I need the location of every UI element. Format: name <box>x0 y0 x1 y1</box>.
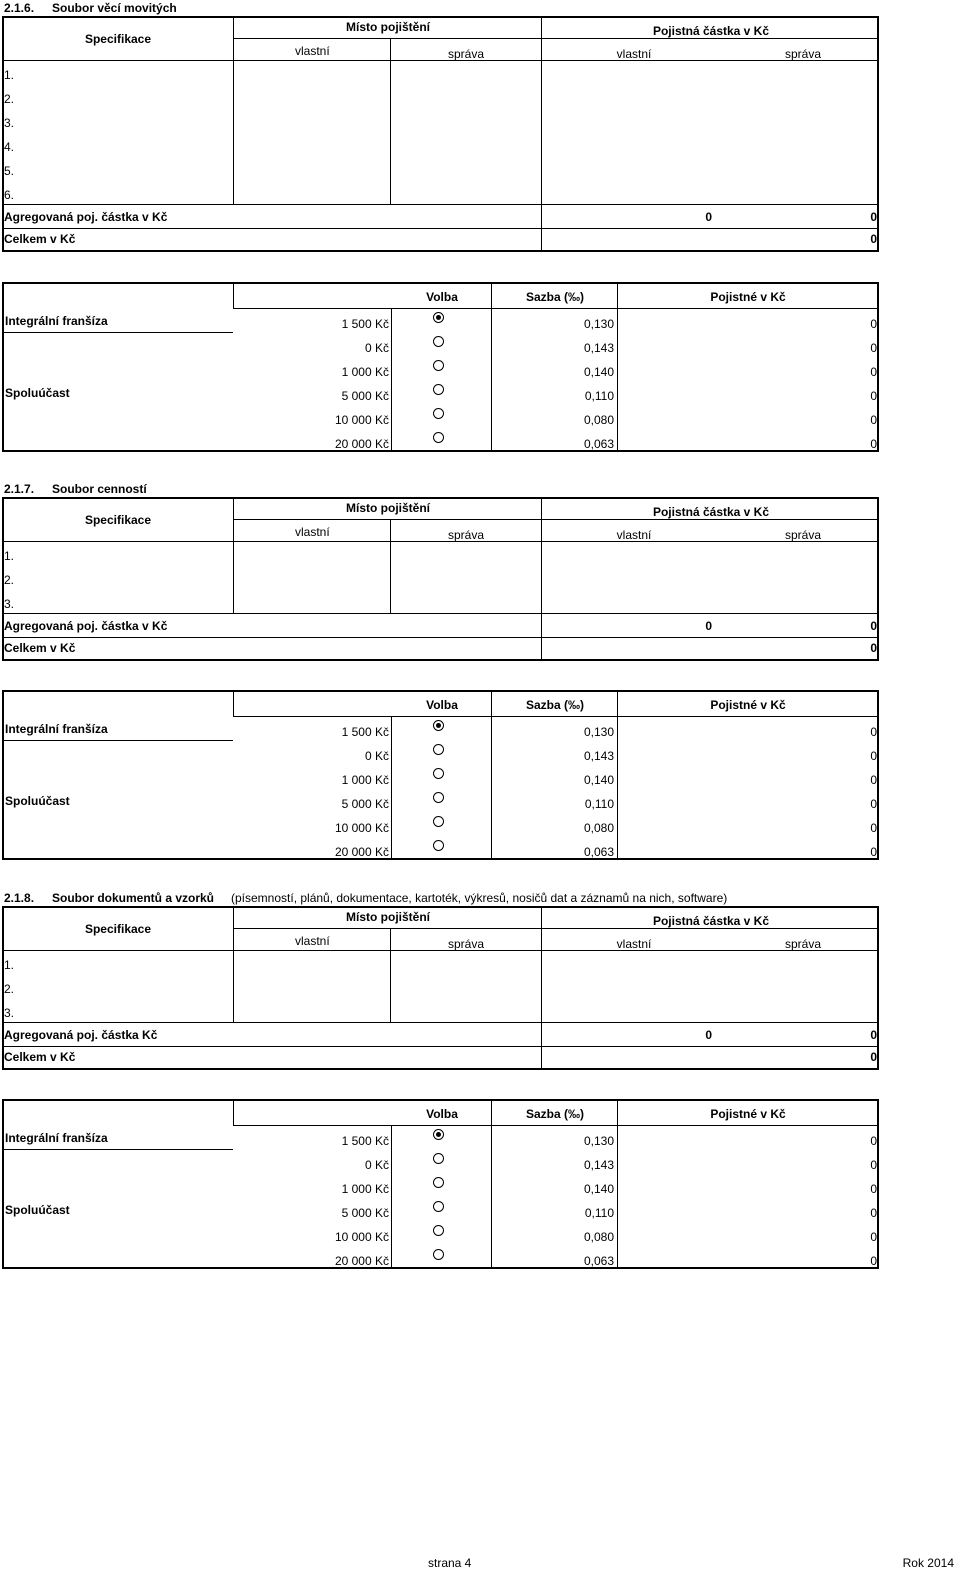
franchise-rate: 0,063 <box>583 845 614 859</box>
franchise-premium: 0 <box>870 1254 877 1268</box>
franchise-premium: 0 <box>870 437 877 451</box>
rule-line <box>233 308 879 309</box>
spec-row-number: 2. <box>4 573 15 587</box>
aggregated-sum-label: Agregovaná poj. částka Kč <box>4 1028 158 1042</box>
rule-line <box>391 308 392 452</box>
rule-line <box>233 1099 234 1125</box>
rule-line <box>233 519 879 520</box>
rule-line <box>2 1046 879 1047</box>
sprava-header: správa <box>784 528 822 542</box>
aggregated-own-value: 0 <box>705 210 712 224</box>
franchise-rate: 0,143 <box>583 341 614 355</box>
spec-row-number: 3. <box>4 116 15 130</box>
rule-line <box>541 497 542 613</box>
pojistne-header: Pojistné v Kč <box>710 698 786 712</box>
spoluucast-label: Spoluúčast <box>5 386 70 400</box>
aggregated-sum-label: Agregovaná poj. částka v Kč <box>4 210 168 224</box>
rule-line <box>2 204 879 205</box>
rule-line <box>2 1022 879 1023</box>
franchise-premium: 0 <box>870 1182 877 1196</box>
franchise-amount: 10 000 Kč <box>334 821 389 835</box>
franchise-amount: 1 500 Kč <box>341 725 389 739</box>
section-number: 2.1.6. <box>4 1 35 15</box>
rule-line <box>233 690 234 716</box>
spoluucast-label: Spoluúčast <box>5 1203 70 1217</box>
aggregated-sum-label: Agregovaná poj. částka v Kč <box>4 619 168 633</box>
franchise-premium: 0 <box>870 389 877 403</box>
vlastni-header: vlastní <box>295 44 330 58</box>
franchise-rate: 0,080 <box>583 1230 614 1244</box>
total-value: 0 <box>870 232 877 246</box>
franchise-amount: 20 000 Kč <box>334 1254 389 1268</box>
franchise-amount: 0 Kč <box>364 749 389 763</box>
franchise-amount: 5 000 Kč <box>341 1206 389 1220</box>
total-label: Celkem v Kč <box>4 641 76 655</box>
volba-header: Volba <box>426 698 458 712</box>
vlastni-header: vlastní <box>616 47 652 61</box>
volba-header: Volba <box>426 1107 458 1121</box>
vlastni-header: vlastní <box>616 937 652 951</box>
section-title: Soubor dokumentů a vzorků <box>52 891 215 905</box>
spec-row-number: 2. <box>4 92 15 106</box>
aggregated-own-value: 0 <box>705 1028 712 1042</box>
aggregated-managed-value: 0 <box>870 619 877 633</box>
franchise-amount: 0 Kč <box>364 341 389 355</box>
rule-line <box>2 228 879 229</box>
aggregated-own-value: 0 <box>705 619 712 633</box>
rule-line <box>390 38 391 204</box>
franchise-rate: 0,080 <box>583 413 614 427</box>
franchise-rate: 0,063 <box>583 1254 614 1268</box>
franchise-amount: 5 000 Kč <box>341 389 389 403</box>
rule-line <box>2 332 233 333</box>
vlastni-header: vlastní <box>295 934 330 948</box>
page-number: strana 4 <box>428 1556 472 1570</box>
spec-row-number: 6. <box>4 188 15 202</box>
rule-line <box>391 716 392 860</box>
aggregated-managed-value: 0 <box>870 1028 877 1042</box>
pojistna-castka-header: Pojistná částka v Kč <box>652 914 770 928</box>
misto-pojisteni-header: Místo pojištění <box>346 910 430 924</box>
franchise-premium: 0 <box>870 365 877 379</box>
footer-year: Rok 2014 <box>902 1556 954 1570</box>
section-number: 2.1.7. <box>4 482 35 496</box>
section-subtitle: (písemností, plánů, dokumentace, kartoték, výkresů, nosičů dat a záznamů na nich, software) <box>231 891 728 905</box>
franchise-amount: 1 000 Kč <box>341 365 389 379</box>
rule-line <box>2 637 879 638</box>
franchise-premium: 0 <box>870 1206 877 1220</box>
spec-row-number: 2. <box>4 982 15 996</box>
franchise-premium: 0 <box>870 797 877 811</box>
sazba-header: Sazba (‰) <box>525 1107 584 1121</box>
franchise-rate: 0,140 <box>583 365 614 379</box>
franchise-premium: 0 <box>870 725 877 739</box>
rule-line <box>233 716 879 717</box>
total-label: Celkem v Kč <box>4 232 76 246</box>
pojistne-header: Pojistné v Kč <box>710 1107 786 1121</box>
sprava-header: správa <box>447 47 485 61</box>
franchise-amount: 20 000 Kč <box>334 845 389 859</box>
franchise-premium: 0 <box>870 341 877 355</box>
sazba-header: Sazba (‰) <box>525 698 584 712</box>
rule-line <box>233 38 879 39</box>
sprava-header: správa <box>447 528 485 542</box>
franchise-amount: 0 Kč <box>364 1158 389 1172</box>
specifikace-header: Specifikace <box>84 922 152 936</box>
franchise-amount: 1 500 Kč <box>341 317 389 331</box>
franchise-rate: 0,140 <box>583 1182 614 1196</box>
franchise-amount: 1 000 Kč <box>341 773 389 787</box>
franchise-rate: 0,110 <box>584 797 614 811</box>
spec-row-number: 4. <box>4 140 15 154</box>
spec-row-number: 1. <box>4 68 15 82</box>
vlastni-header: vlastní <box>295 525 330 539</box>
franchise-amount: 1 500 Kč <box>341 1134 389 1148</box>
spoluucast-label: Spoluúčast <box>5 794 70 808</box>
pojistna-castka-header: Pojistná částka v Kč <box>652 505 770 519</box>
volba-header: Volba <box>426 290 458 304</box>
franchise-premium: 0 <box>870 1158 877 1172</box>
franchise-rate: 0,140 <box>583 773 614 787</box>
integral-franchise-label: Integrální franšíza <box>5 1131 108 1145</box>
pojistne-header: Pojistné v Kč <box>710 290 786 304</box>
total-value: 0 <box>870 641 877 655</box>
spec-row-number: 3. <box>4 597 15 611</box>
sprava-header: správa <box>784 937 822 951</box>
franchise-amount: 20 000 Kč <box>334 437 389 451</box>
franchise-rate: 0,130 <box>583 1134 614 1148</box>
spec-row-number: 5. <box>4 164 15 178</box>
rule-line <box>2 613 879 614</box>
pojistna-castka-header: Pojistná částka v Kč <box>652 24 770 38</box>
misto-pojisteni-header: Místo pojištění <box>346 20 430 34</box>
section-title: Soubor věcí movitých <box>52 1 177 15</box>
franchise-amount: 5 000 Kč <box>341 797 389 811</box>
integral-franchise-label: Integrální franšíza <box>5 314 108 328</box>
franchise-premium: 0 <box>870 821 877 835</box>
franchise-rate: 0,130 <box>583 725 614 739</box>
franchise-rate: 0,110 <box>584 1206 614 1220</box>
franchise-premium: 0 <box>870 773 877 787</box>
vlastni-header: vlastní <box>616 528 652 542</box>
franchise-premium: 0 <box>870 1134 877 1148</box>
integral-franchise-label: Integrální franšíza <box>5 722 108 736</box>
franchise-premium: 0 <box>870 413 877 427</box>
spec-row-number: 3. <box>4 1006 15 1020</box>
franchise-rate: 0,110 <box>584 389 614 403</box>
rule-line <box>541 16 542 204</box>
rule-line <box>541 906 542 1022</box>
specifikace-header: Specifikace <box>84 32 152 46</box>
sprava-header: správa <box>447 937 485 951</box>
total-label: Celkem v Kč <box>4 1050 76 1064</box>
sazba-header: Sazba (‰) <box>525 290 584 304</box>
aggregated-managed-value: 0 <box>870 210 877 224</box>
franchise-amount: 1 000 Kč <box>341 1182 389 1196</box>
franchise-premium: 0 <box>870 749 877 763</box>
franchise-amount: 10 000 Kč <box>334 413 389 427</box>
spec-row-number: 1. <box>4 958 15 972</box>
sprava-header: správa <box>784 47 822 61</box>
spec-row-number: 1. <box>4 549 15 563</box>
rule-line <box>391 1125 392 1269</box>
franchise-rate: 0,143 <box>583 749 614 763</box>
misto-pojisteni-header: Místo pojištění <box>346 501 430 515</box>
rule-line <box>2 1149 233 1150</box>
franchise-amount: 10 000 Kč <box>334 1230 389 1244</box>
franchise-premium: 0 <box>870 845 877 859</box>
franchise-rate: 0,130 <box>583 317 614 331</box>
rule-line <box>233 928 879 929</box>
franchise-rate: 0,143 <box>583 1158 614 1172</box>
franchise-premium: 0 <box>870 1230 877 1244</box>
rule-line <box>2 740 233 741</box>
franchise-premium: 0 <box>870 317 877 331</box>
section-number: 2.1.8. <box>4 891 35 905</box>
section-title: Soubor cenností <box>52 482 147 496</box>
rule-line <box>233 1125 879 1126</box>
rule-line <box>233 282 234 308</box>
franchise-rate: 0,063 <box>583 437 614 451</box>
total-value: 0 <box>870 1050 877 1064</box>
specifikace-header: Specifikace <box>84 513 152 527</box>
franchise-rate: 0,080 <box>583 821 614 835</box>
